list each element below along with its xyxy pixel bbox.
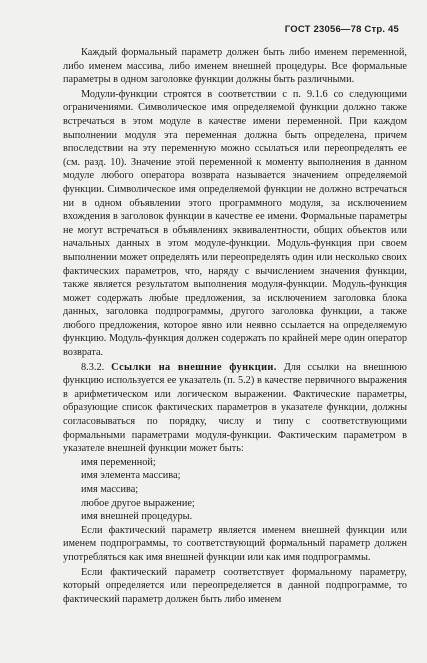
list-item: имя элемента массива; xyxy=(81,470,181,482)
paragraph-external-function-param: Если фактический параметр является именем внешней функции или именем подпрограммы, то соответствующий формальный параметр должен употребляться как имя внешней функции или как имя подпрограммы. xyxy=(63,524,407,563)
list-item: имя массива; xyxy=(81,484,139,495)
actual-parameter-list xyxy=(63,456,407,524)
paragraph-redefined-param: Если фактический параметр соответствует формальному параметру, который определяется или переопределяется в данной подпрограмме, то фактический параметр должен быть либо именем xyxy=(63,566,407,605)
list-item: имя переменной; xyxy=(81,456,156,468)
section-8-3-2 xyxy=(63,361,407,456)
section-number: 8.3.2. xyxy=(81,361,105,373)
page-header: ГОСТ 23056—78 Стр. 45 xyxy=(284,24,399,35)
section-title: Ссылки на внешние функции. xyxy=(111,361,277,373)
list-item: имя внешней процедуры. xyxy=(81,511,193,523)
section-text: Для ссылки на внешнюю функцию используется ее указатель (п. 5.2) в качестве первичного выражения в арифметическом или логическом выражении. Фактические параметры, образующие список фактических параметров в указателе функции, должны согласовываться по порядку, числу и типу с соответствующими формальными параметрами модуля-функции. Фактическим параметром в указателе внешней функции может быть: xyxy=(63,361,407,455)
paragraph-formal-params: Каждый формальный параметр должен быть либо именем переменной, либо именем массива, либо именем внешней процедуры. Все формальные параметры в одном заголовке функции должны быть различными. xyxy=(63,47,407,86)
paragraph-function-modules: Модули-функции строятся в соответствии с п. 9.1.6 со следующими ограничениями. Символическое имя определяемой функции должно также встречаться в этом модуле в качестве имени переменной. При каждом выполнении модуля эта переменная должна быть определена, причем впоследствии на эту переменную можно ссылаться или переопределять ее (см. разд. 10). Значение этой переменной к моменту выполнения в данном модуле любого оператора возврата называется значением определяемой функции. Символическое имя определяемой функции не должно встречаться ни в одном объявлении этого программного модуля, за исключением вхождения в заголовок функции в качестве ее имени. Формальные параметры не могут встречаться в объявлениях эквивалентности, общих объектов или начальных данных в этом модуле-функции. Модуль-функция при своем выполнении может определять или переопределять один или несколько своих фактических параметров, что, наряду с вычислением значения функции, также является результатом выполнения модуля-функции. Модуль-функция может содержать любые предложения, за исключением заголовка блока данных, заголовка подпрограммы, другого заголовка функции, а также любого предложения, которое явно или неявно ссылается на определяемую функцию. Модуль-функция должен содержать по крайней мере один оператор возврата. xyxy=(63,88,407,359)
list-item: любое другое выражение; xyxy=(81,497,195,509)
document-body xyxy=(63,46,407,606)
